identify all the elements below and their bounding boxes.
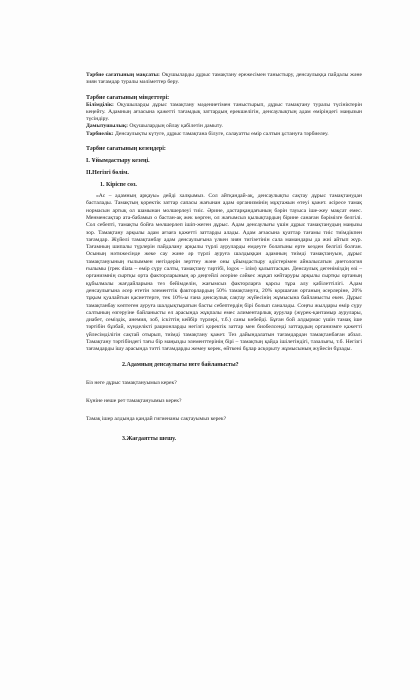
health-question-item: 2.Адамның денсаулығы неге байланысты? (122, 361, 239, 368)
task-knowledge (86, 102, 362, 124)
tasks-heading: Тәрбие сағатының міндеттері: (86, 94, 170, 101)
stage-main: ІІ.Негізгі бөлім. (86, 170, 129, 177)
main-paragraph: «Ас – адамның арқауы» дейді халқымыз. Сол айтқандай-ақ, денсаулықты сақтау дұрыс тамақтанудан басталады. Тамақтың қоректік заттар сапасы жағынан адам организмінің мұқтажын өтеуі қажет. әсіресе тамақ нормасын артық ол шамынан молшерлеуі тиіс. Әрине, дастарқандағының бәрін тауыса іше-жеу мақсат емес. Менменсақтар ата-бабамыз о бастан-ақ жек көрген, ол жағымсыз қылықтардың бірине санаған бәрімізге белгілі. Сол себепті, тамақты бойға мөлшерлеп ішіп-жеген дұрыс. Адам денсаулығы үшін дұрыс тамақтанудың маңызы зор. Тамақтану арқылы адам ағзаға қажетті заттарды алады. Адам ағзасына қуаттар тағамы тиіс тиімдікпен тағамдар. Жүйелі тамақтанбау адам денсаулығына үлкен зиян тигізетінін сала мамандары да жиі айтып жүр. Тағамның шипалы түрлерін пайдалану арқылы түрлі ауруларды емдеуге болатыны ерте кезден белгілі болған. Осының нәтижесінде жеке сау және әр түрлі ауруға шалдыққан адамның тиімді тамақтануын, дұрыс тамақтануының ғылыммен негіздерін зерттеу және оны ұйымдастыру әдістерімен айналысатын диетология ғылымы (грек diata – өмір сүру салты, тамақтану тәртібі, logos – ілім) қалыптасқан. Денсаулық дегеніміздің өзі – организмнің сыртқы орта факторларының әр деңгейлі әсеріне сәйкес жұқап кейтаруры арқылы сыртқы ортаның құбылмалы жағдайларына тез бейімделін, жағымсыз факторларға қарсы тұра алу қабілеттілігі. Адам денсаулығына әсер ететін элементтік факторлардың 50% тамақтануға, 20% қоршаған ортаның әсерлеріне, 20% тұқым қуалайтын қасиеттерге, тек 10%-ы ғана денсаулық сақтау жүйесінің жұмысына байланысты екен. Дұрыс тамақтанбау көптеген ауруға шалдықтыратын басты себептердің бірі болып саналады. Соңғы жылдары өмір сүру салтының өзгеруіне байланысты ел арасында жұқпалы емес алиментарлық аурулар (жүрек-қантамыр аурулары, диабет, семіздік, анемия, зоб, іскіттің кейбір түрлері, т.б.) саны көбейді. Бұған бой алдырмас үшін тамақ іше тәртібін бұзбай, күнделікті рационларды негізгі қоректік заттар мен биобелсенді заттардың организмге қажетті үйлесімділігін сақтай отырып, тиімді тамақтану қажет. Тез дайындалатын тағамдардан тамақтанбаған абзал. Тамақтану тәртібіндегі тағы бір маңызды элементтерінің бірі – тамақтың қайда ішілетіндігі, тазалығы, т.б. Негізгі тағамдарды ішу арасында тәтті тағамдарды жемеу керек, өйткені бұлар асқорыту жұмысының жүйесін бұзады. (86, 193, 362, 353)
goal-paragraph (86, 72, 362, 87)
stage-organization: І. Ұйымдастыру кезеңі. (86, 158, 150, 165)
task-text: Оқушыларды дұрыс тамақтану мәдениетімен таныстырып, дұрыс тамақтану туралы түсініктерін кеңейту. Адамның ағзасына қажетті тағамдық заттардың ерекшелігін, денсаулықтың адам өміріндегі маңызын түсіндіру. (86, 101, 362, 123)
task-development (86, 123, 362, 130)
goal-text: Оқушыларды дұрыс тамақтану ережесімен таныстыру, денсаулыққа пайдалы және зиян тағамдар туралы мәліметтер беру. (86, 72, 362, 86)
intro-item: 1. Кіріспе сөз. (100, 182, 137, 189)
task-label: Дамытушылық: (86, 123, 128, 130)
question-line: Күніне неше рет тамақтануымыз керек? (86, 397, 182, 404)
task-text: Оқушылардың ойлау қабілетін дамыту. (129, 123, 223, 130)
stages-heading: Тәрбие сағатының кезеңдері: (86, 146, 166, 153)
question-line: Тамақ ішер алдында қандай гигиенаны сақтауымыз керек? (86, 416, 227, 423)
task-text: Денсаулықты күтуге, дұрыс тамақтана білуге, салауатты өмір салтын ұстануға тәрбиелеу. (115, 130, 329, 137)
task-label: Тәрбиелік: (86, 130, 114, 137)
question-line: Біз неге дұрыс тамақтануымыз керек? (86, 379, 177, 386)
task-label: Білімділік: (86, 101, 114, 108)
stage-situation: 3.Жағдаятты шешу. (122, 435, 177, 442)
goal-label: Тәрбие сағатының мақсаты: (86, 72, 160, 78)
task-upbringing (86, 131, 362, 138)
